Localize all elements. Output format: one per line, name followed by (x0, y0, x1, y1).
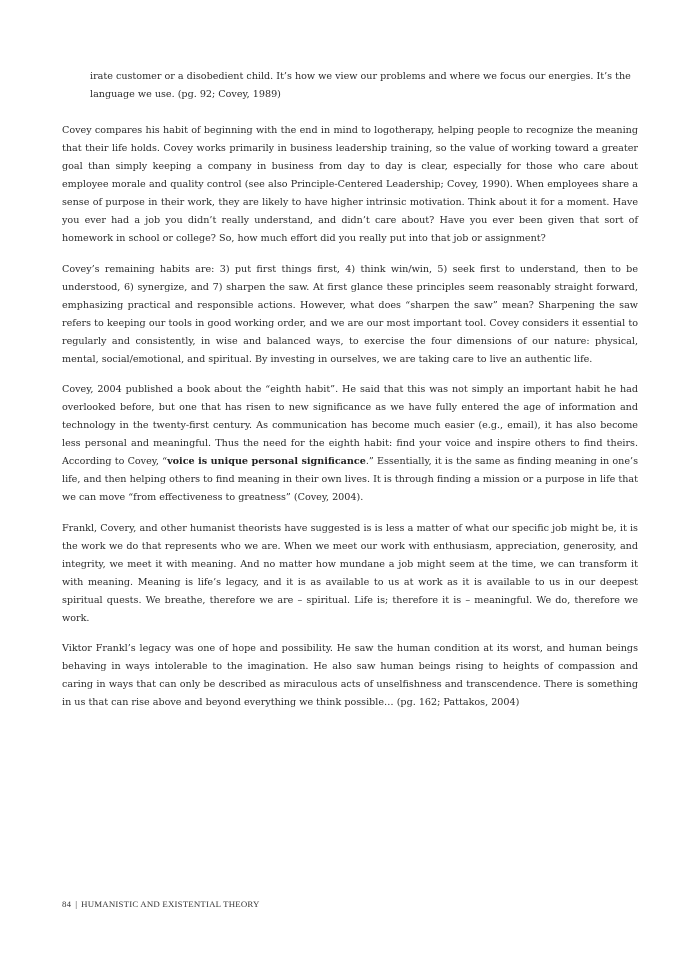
page-number: 84 (62, 899, 72, 909)
eighth-habit-text-before: Covey, 2004 published a book about the “eighth habit”. He said that this was not simply an important habit he had overlooked before, but one that has risen to new significance as we have fully entered the age of information and technology in the twenty-first century. As communication has become much easier (e.g., email), it has also become less personal and meaningful. Thus the need for the eighth habit: find your voice and inspire others to find theirs. According to Covey, “ (62, 384, 638, 467)
paragraph-logotherapy: Covey compares his habit of beginning with the end in mind to logotherapy, helping people to recognize the meaning that their life holds. Covey works primarily in business leadership training, so the value of working toward a greater goal than simply keeping a company in business from day to day is clear, especially for those who care about employee morale and quality control (see also Principle-Centered Leadership; Covey, 1990). When employees share a sense of purpose in their work, they are likely to have higher intrinsic motivation. Think about it for a moment. Have you ever had a job you didn’t really understand, and didn’t care about? Have you ever been given that sort of homework in school or college? So, how much effort did you really put into that job or assignment? (62, 125, 638, 244)
block-quote: irate customer or a disobedient child. It’s how we view our problems and where we focus our energies. It’s the language we use. (pg. 92; Covey, 1989) (90, 71, 631, 100)
footer-separator: | (75, 899, 78, 909)
eighth-habit-bold-phrase: voice is unique personal significance (167, 456, 366, 467)
running-title: HUMANISTIC AND EXISTENTIAL THEORY (81, 899, 260, 909)
page-footer (62, 899, 260, 909)
page-body (62, 68, 638, 712)
paragraph-frankl-legacy: Viktor Frankl’s legacy was one of hope and possibility. He saw the human condition at its worst, and human beings behaving in ways intolerable to the imagination. He also saw human beings rising to heights of compassion and caring in ways that can only be described as miraculous acts of unselfishness and transcendence. There is something in us that can rise above and beyond everything we think possible… (pg. 162; Pattakos, 2004) (62, 643, 638, 708)
paragraph-remaining-habits: Covey’s remaining habits are: 3) put first things first, 4) think win/win, 5) seek first to understand, then to be understood, 6) synergize, and 7) sharpen the saw. At first glance these principles seem reasonably straight forward, emphasizing practical and responsible actions. However, what does “sharpen the saw” mean? Sharpening the saw refers to keeping our tools in good working order, and we are our most important tool. Covey considers it essential to regularly and consistently, in wise and balanced ways, to exercise the four dimensions of our nature: physical, mental, social/emotional, and spiritual. By investing in ourselves, we are taking care to live an authentic life. (62, 263, 638, 365)
eighth-habit-text-after: .” Essentially, it is the same as finding meaning in one’s life, and then helping others to find meaning in their own lives. It is through finding a mission or a purpose in life that we can move “from effectiveness to greatness” (Covey, 2004). (62, 456, 639, 503)
paragraph-eighth-habit (62, 381, 638, 507)
paragraph-meaning-at-work: Frankl, Covery, and other humanist theorists have suggested is is less a matter of what our specific job might be, it is the work we do that represents who we are. When we meet our work with enthusiasm, appreciation, generosity, and integrity, we meet it with meaning. And no matter how mundane a job might seem at the time, we can transform it with meaning. Meaning is life’s legacy, and it is as available to us at work as it is available to us in our deepest spiritual quests. We breathe, therefore we are – spiritual. Life is; therefore it is – meaningful. We do, therefore we work. (62, 522, 638, 624)
